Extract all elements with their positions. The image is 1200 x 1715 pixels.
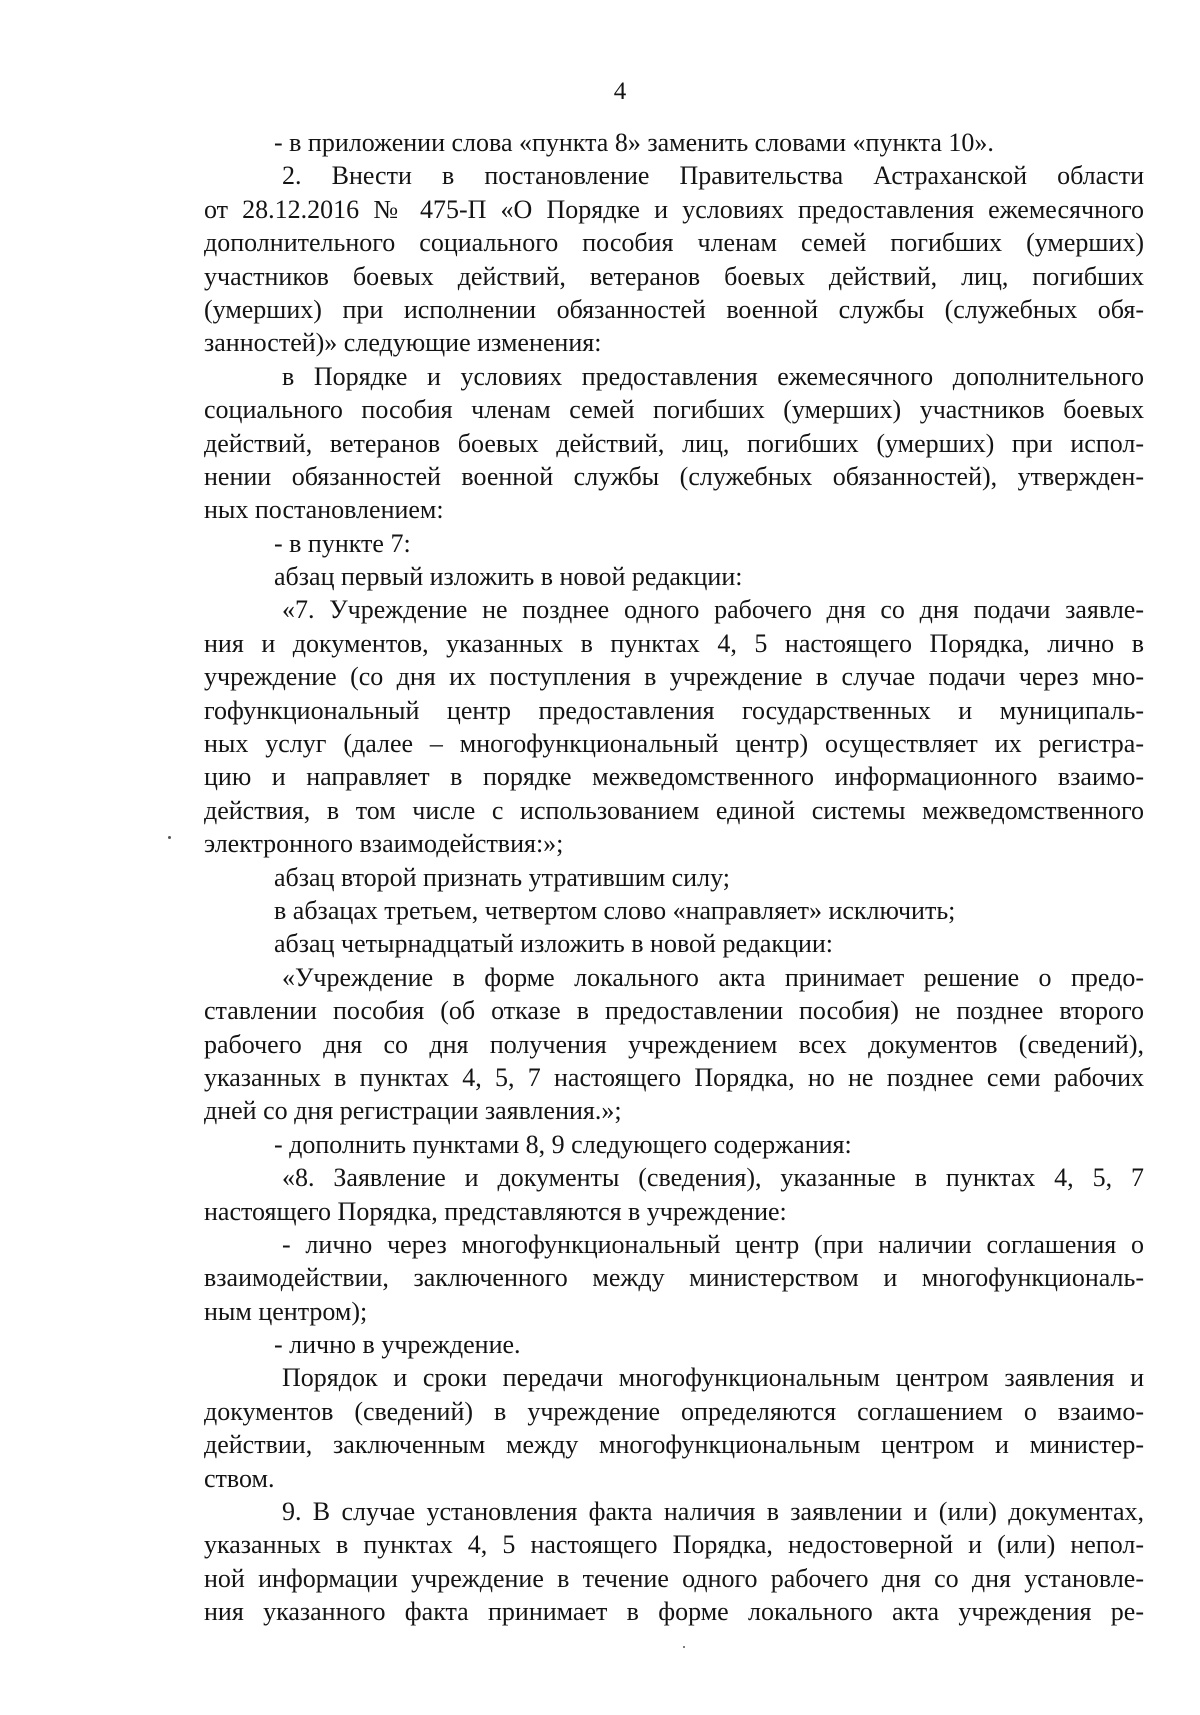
text-line: в абзацах третьем, четвертом слово «направляет» исключить; xyxy=(274,895,956,925)
text-line: гофункциональный центр предоставления государственных и муниципаль- xyxy=(204,695,1144,725)
text-line: Порядок и сроки передачи многофункциональным центром заявления и xyxy=(282,1363,1144,1393)
text-line: дополнительного социального пособия членам семей погибших (умерших) xyxy=(204,228,1144,258)
text-line: 9. В случае установления факта наличия в заявлении и (или) документах, xyxy=(282,1497,1144,1527)
text-line: участников боевых действий, ветеранов боевых действий, лиц, погибших xyxy=(204,261,1144,291)
text-line: абзац первый изложить в новой редакции: xyxy=(274,562,743,592)
page-number: 4 xyxy=(613,78,627,105)
text-line: «8. Заявление и документы (сведения), указанные в пунктах 4, 5, 7 xyxy=(282,1163,1144,1193)
text-line: указанных в пунктах 4, 5 настоящего Порядка, недостоверной и (или) непол- xyxy=(204,1530,1144,1560)
text-line: абзац четырнадцатый изложить в новой редакции: xyxy=(274,929,834,959)
text-line: (умерших) при исполнении обязанностей военной службы (служебных обя- xyxy=(204,294,1144,324)
document-body xyxy=(204,126,1144,1629)
text-line: настоящего Порядка, представляются в учреждение: xyxy=(204,1196,787,1226)
text-line: ния указанного факта принимает в форме локального акта учреждения ре- xyxy=(204,1597,1144,1627)
scan-speck xyxy=(683,1646,685,1648)
text-line: нении обязанностей военной службы (служебных обязанностей), утвержден- xyxy=(204,461,1144,491)
text-line: - дополнить пунктами 8, 9 следующего содержания: xyxy=(274,1129,852,1159)
text-line: ных услуг (далее – многофункциональный центр) осуществляет их регистра- xyxy=(204,729,1144,759)
text-line: абзац второй признать утратившим силу; xyxy=(274,862,730,892)
text-line: учреждение (со дня их поступления в учреждение в случае подачи через мно- xyxy=(204,662,1144,692)
text-line: в Порядке и условиях предоставления ежемесячного дополнительного xyxy=(282,361,1144,391)
text-line: «Учреждение в форме локального акта принимает решение о предо- xyxy=(282,962,1144,992)
text-line: - в пункте 7: xyxy=(274,528,411,558)
text-line: занностей)» следующие изменения: xyxy=(204,328,602,358)
text-line: 2. Внести в постановление Правительства Астраханской области xyxy=(282,161,1144,191)
text-line: рабочего дня со дня получения учреждением всех документов (сведений), xyxy=(204,1029,1144,1059)
text-line: электронного взаимодействия:»; xyxy=(204,829,564,859)
text-line: - лично через многофункциональный центр (при наличии соглашения о xyxy=(282,1229,1144,1259)
text-line: документов (сведений) в учреждение определяются соглашением о взаимо- xyxy=(204,1396,1144,1426)
text-line: указанных в пунктах 4, 5, 7 настоящего Порядка, но не позднее семи рабочих xyxy=(204,1062,1144,1092)
text-line: действии, заключенным между многофункциональным центром и министер- xyxy=(204,1430,1144,1460)
text-line: дней со дня регистрации заявления.»; xyxy=(204,1096,622,1126)
text-line: «7. Учреждение не позднее одного рабочего дня со дня подачи заявле- xyxy=(282,595,1144,625)
text-line: от 28.12.2016 № 475-П «О Порядке и условиях предоставления ежемесячного xyxy=(204,194,1144,224)
text-line: взаимодействии, заключенного между министерством и многофункциональ- xyxy=(204,1263,1144,1293)
text-line: ния и документов, указанных в пунктах 4, 5 настоящего Порядка, лично в xyxy=(204,628,1144,658)
text-line: ным центром); xyxy=(204,1296,368,1326)
text-line: цию и направляет в порядке межведомственного информационного взаимо- xyxy=(204,762,1144,792)
text-line: - лично в учреждение. xyxy=(274,1330,521,1360)
text-line: - в приложении слова «пункта 8» заменить словами «пункта 10». xyxy=(274,128,994,157)
text-line: ной информации учреждение в течение одного рабочего дня со дня установле- xyxy=(204,1563,1144,1593)
text-line: социального пособия членам семей погибших (умерших) участников боевых xyxy=(204,395,1144,425)
text-line: действия, в том числе с использованием единой системы межведомственного xyxy=(204,795,1144,825)
text-line: ставлении пособия (об отказе в предоставлении пособия) не позднее второго xyxy=(204,996,1144,1026)
scan-speck xyxy=(168,836,171,839)
text-line: действий, ветеранов боевых действий, лиц, погибших (умерших) при испол- xyxy=(204,428,1144,458)
text-line: ством. xyxy=(204,1463,275,1493)
text-line: ных постановлением: xyxy=(204,495,444,525)
